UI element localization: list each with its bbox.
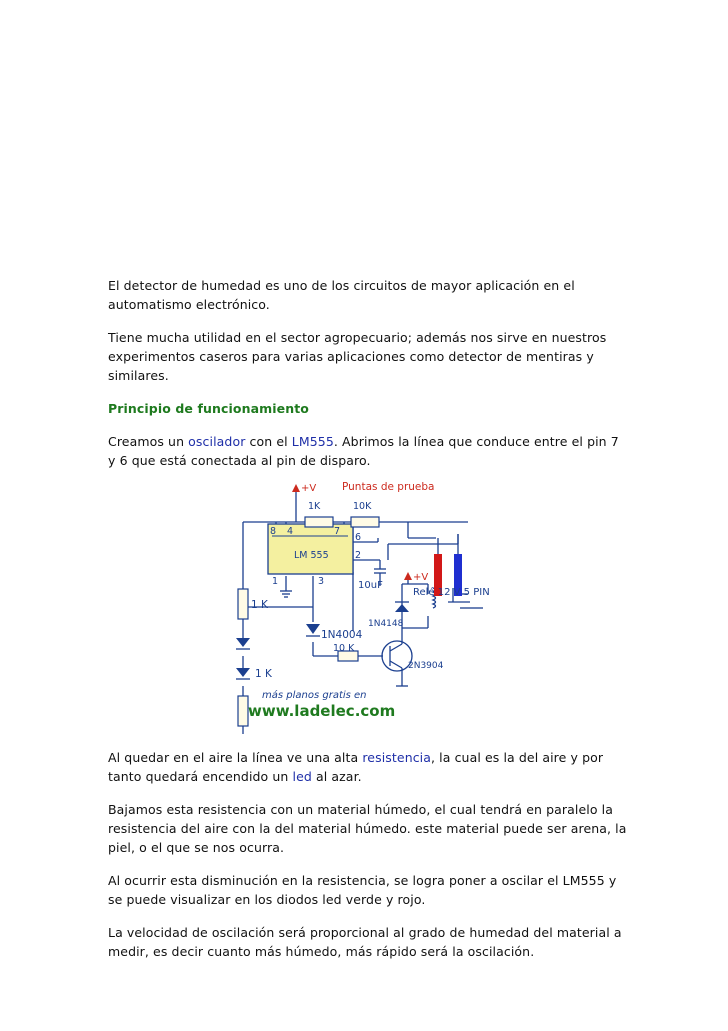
r10k-top-label: 10K xyxy=(353,501,372,512)
cap-label: 10uF xyxy=(358,580,383,591)
intro-paragraph: El detector de humedad es uno de los circuitos de mayor aplicación en el automatismo electrónico. xyxy=(108,278,575,312)
text-run: . Abrimos la línea que conduce entre el pin 7 y 6 que está conectada al pin de disparo. xyxy=(108,434,619,468)
text-run: con el xyxy=(245,434,292,449)
circuit-schematic xyxy=(108,476,628,734)
pin6-label: 6 xyxy=(355,532,362,543)
pin1-label: 1 xyxy=(272,576,279,587)
speed-paragraph: La velocidad de oscilación será proporcional al grado de humedad del material a medir, es decir cuanto más húmedo, más rápido será la oscilación. xyxy=(108,925,622,959)
led-link[interactable]: led xyxy=(292,769,312,784)
resistencia-link[interactable]: resistencia xyxy=(362,750,432,765)
oscilador-link[interactable]: oscilador xyxy=(188,434,246,449)
diode-1n4004-label: 1N4004 xyxy=(321,629,363,641)
vplus-top-label: +V xyxy=(301,483,317,494)
r10k-base-label: 10 K xyxy=(333,643,355,654)
lower-paragraph: Bajamos esta resistencia con un material húmedo, el cual tendrá en paralelo la resistencia del aire con la del material húmedo. este material puede ser arena, la piel, o el que se nos ocurra. xyxy=(108,802,627,855)
probes-label: Puntas de prueba xyxy=(342,481,435,493)
url-label[interactable]: www.ladelec.com xyxy=(248,702,396,720)
r1k-top-label: 1K xyxy=(308,501,321,512)
text-run: , la cual es la del aire y por tanto quedará encendido un xyxy=(108,750,604,784)
ic-label: LM 555 xyxy=(294,550,329,561)
text-run: al azar. xyxy=(311,769,362,784)
pin4-label: 4 xyxy=(287,526,294,537)
lm555-link[interactable]: LM555 xyxy=(291,434,334,449)
transistor-label: 2N3904 xyxy=(408,661,444,671)
text-run: Al quedar en el aire la línea ve una alta xyxy=(108,750,363,765)
section-heading: Principio de funcionamiento xyxy=(108,401,309,416)
pin3-label: 3 xyxy=(318,576,325,587)
pin2-label: 2 xyxy=(355,550,362,561)
vplus-relay-label: +V xyxy=(413,572,429,583)
pin8-label: 8 xyxy=(270,526,277,537)
r1k-left-label: 1 K xyxy=(251,599,268,611)
article-content xyxy=(108,276,628,961)
schematic-drawing xyxy=(108,476,628,734)
text-run: Creamos un xyxy=(108,434,189,449)
oscillate-paragraph: Al ocurrir esta disminución en la resistencia, se logra poner a oscilar el LM555 y se puede visualizar en los diodos led verde y rojo. xyxy=(108,873,617,907)
create-paragraph xyxy=(108,432,628,470)
r1k-bottom-label: 1 K xyxy=(255,668,272,680)
promo-label: más planos gratis en xyxy=(262,690,367,701)
diode-1n4148-label: 1N4148 xyxy=(368,619,404,629)
air-paragraph xyxy=(108,748,628,786)
pin7-label: 7 xyxy=(334,526,341,537)
relay-label: Relé 12 V 5 PIN xyxy=(413,587,490,598)
utility-paragraph: Tiene mucha utilidad en el sector agropecuario; además nos sirve en nuestros experimentos caseros para varias aplicaciones como detector de mentiras y similares. xyxy=(108,330,607,383)
